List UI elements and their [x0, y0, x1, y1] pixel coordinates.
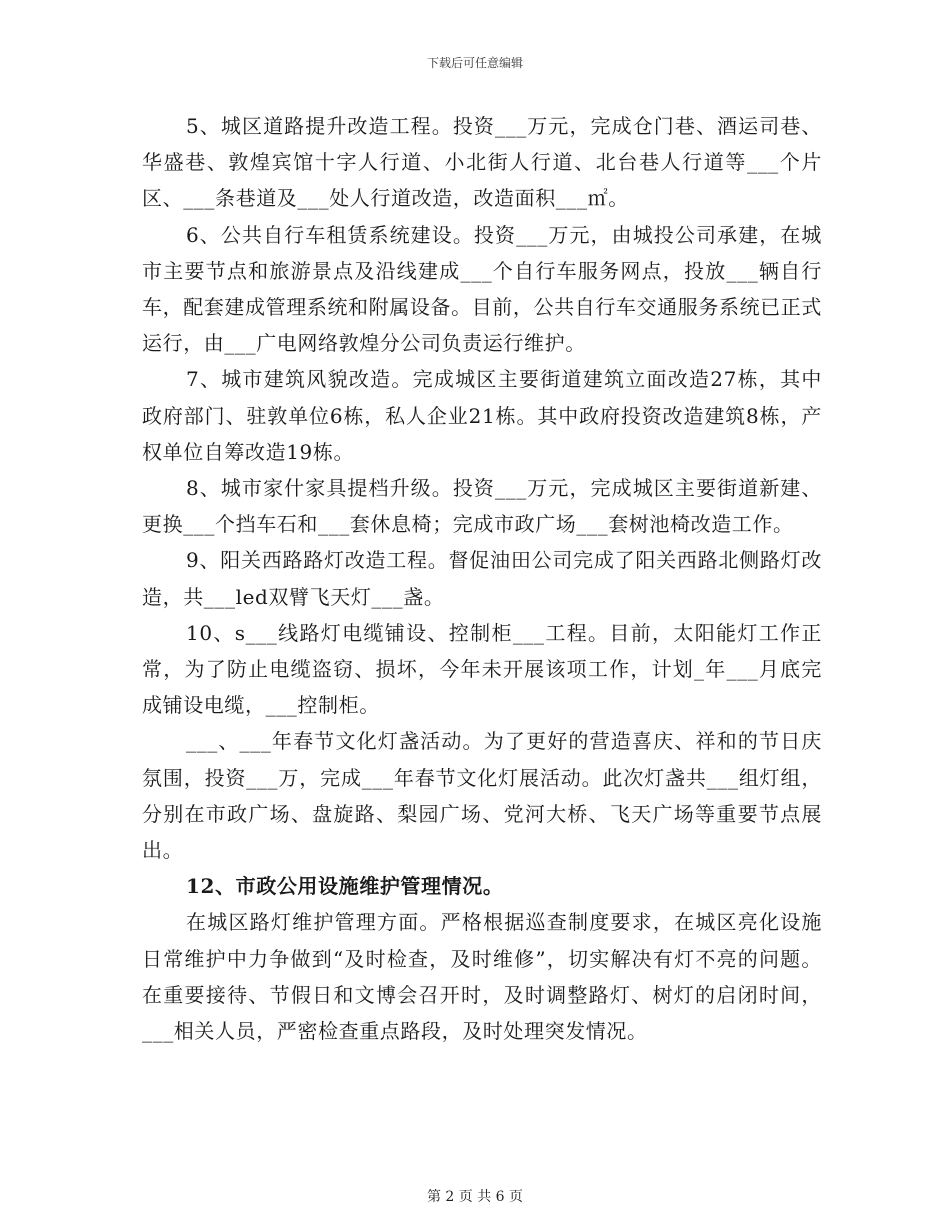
paragraph-cable-laying: 10、s___线路灯电缆铺设、控制柜___工程。目前，太阳能灯工作正常，为了防止电缆盗窃、损坏，今年未开展该项工作，计划_年___月底完成铺设电缆，___控制柜。 — [142, 620, 822, 718]
paragraph-road-upgrade: 5、城区道路提升改造工程。投资___万元，完成仓门巷、酒运司巷、华盛巷、敦煌宾馆十字人行道、小北街人行道、北台巷人行道等___个片区、___条巷道及___处人行道改造，改造面积___㎡。 — [142, 114, 822, 211]
section-heading-maintenance: 12、市政公用设施维护管理情况。 — [186, 874, 504, 899]
page-header: 下载后可任意编辑 — [426, 56, 523, 70]
document-body — [142, 108, 822, 1049]
paragraph-streetlight-upgrade: 9、阳关西路路灯改造工程。督促油田公司完成了阳关西路北侧路灯改造，共___led双臂飞天灯___盏。 — [142, 548, 822, 609]
page-number: 第 2 页 共 6 页 — [426, 1189, 524, 1205]
paragraph-lantern-festival: ___、___年春节文化灯盏活动。为了更好的营造喜庆、祥和的节日庆氛围，投资___万，完成___年春节文化灯展活动。此次灯盏共___组灯组，分别在市政广场、盘旋路、梨园广场、党河大桥、飞天广场等重要节点展出。 — [142, 729, 822, 863]
paragraph-building-facade: 7、城市建筑风貌改造。完成城区主要街道建筑立面改造27栋，其中政府部门、驻敦单位6栋，私人企业21栋。其中政府投资改造建筑8栋，产权单位自筹改造19栋。 — [142, 367, 822, 464]
paragraph-public-bicycle: 6、公共自行车租赁系统建设。投资___万元，由城投公司承建，在城市主要节点和旅游景点及沿线建成___个自行车服务网点，投放___辆自行车，配套建成管理系统和附属设备。目前，公共自行车交通服务系统已正式运行，由___广电网络敦煌分公司负责运行维护。 — [142, 222, 822, 356]
paragraph-streetlight-maintenance: 在城区路灯维护管理方面。严格根据巡查制度要求，在城区亮化设施日常维护中力争做到“及时检查，及时维修”，切实解决有灯不亮的问题。在重要接待、节假日和文博会召开时，及时调整路灯、树灯的启闭时间，___相关人员，严密检查重点路段，及时处理突发情况。 — [142, 910, 822, 1044]
paragraph-street-furniture: 8、城市家什家具提档升级。投资___万元，完成城区主要街道新建、更换___个挡车石和___套休息椅；完成市政广场___套树池椅改造工作。 — [142, 476, 822, 537]
